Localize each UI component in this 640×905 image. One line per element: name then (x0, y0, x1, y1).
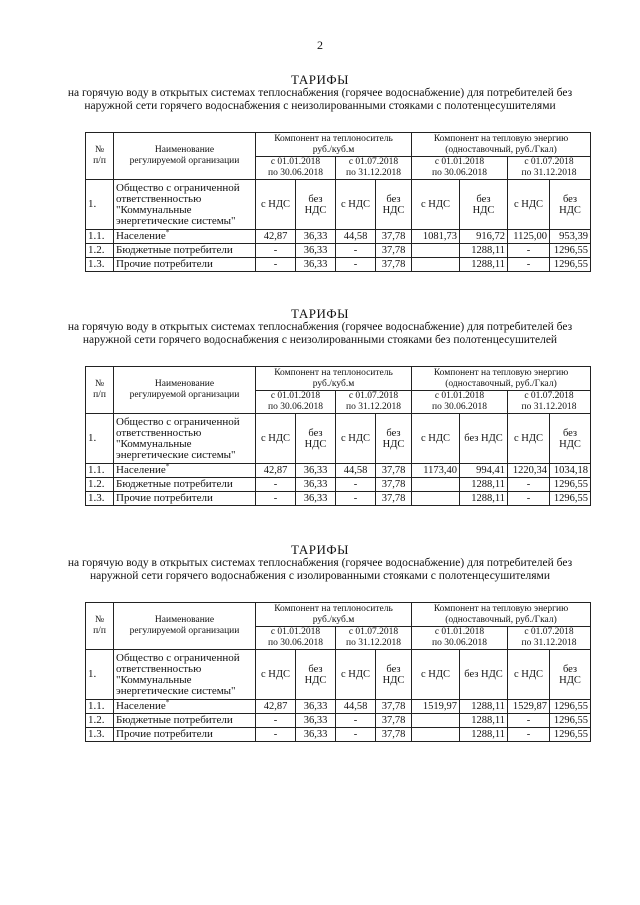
col-with-vat: с НДС (256, 180, 296, 230)
cell-e4: 1296,55 (550, 258, 591, 272)
header-energy-period1: с 01.01.2018 по 30.06.2018 (412, 391, 508, 414)
row-name: Прочие потребители (114, 492, 256, 506)
cell-c1: - (256, 478, 296, 492)
header-carrier: Компонент на теплоноситель руб./куб.м (256, 603, 412, 627)
cell-e4: 1296,55 (550, 728, 591, 742)
cell-e2: 916,72 (460, 230, 508, 244)
org-name: Общество с ограниченной ответственностью "Коммунальные энергетические системы" (114, 180, 256, 230)
org-num: 1. (86, 180, 114, 230)
table-row (86, 492, 591, 506)
col-without-vat: без НДС (296, 180, 336, 230)
tariff-section (0, 306, 640, 347)
table-row (86, 700, 591, 714)
cell-e3: - (508, 258, 550, 272)
cell-c3: - (336, 728, 376, 742)
row-name: Бюджетные потребители (114, 714, 256, 728)
table-row (86, 478, 591, 492)
cell-e3: - (508, 492, 550, 506)
tariff-section (0, 72, 640, 113)
header-num: № п/п (86, 367, 114, 414)
cell-c3: - (336, 492, 376, 506)
cell-e3: 1220,34 (508, 464, 550, 478)
header-carrier: Компонент на теплоноситель руб./куб.м (256, 133, 412, 157)
row-name: Бюджетные потребители (114, 478, 256, 492)
tariff-table (85, 366, 591, 506)
cell-c3: 44,58 (336, 230, 376, 244)
header-name: Наименование регулируемой организации (114, 367, 256, 414)
header-num: № п/п (86, 133, 114, 180)
cell-c3: 44,58 (336, 700, 376, 714)
cell-c3: - (336, 244, 376, 258)
header-carrier-period1: с 01.01.2018 по 30.06.2018 (256, 627, 336, 650)
cell-e2: 1288,11 (460, 700, 508, 714)
cell-e3: 1529,87 (508, 700, 550, 714)
org-row (86, 650, 591, 700)
cell-e4: 1296,55 (550, 478, 591, 492)
header-carrier-period2: с 01.07.2018 по 31.12.2018 (336, 157, 412, 180)
row-num: 1.3. (86, 492, 114, 506)
header-energy-period1: с 01.01.2018 по 30.06.2018 (412, 157, 508, 180)
section-subtitle: на горячую воду в открытых системах теплоснабжения (горячее водоснабжение) для потребителей без наружной сети горячего водоснабжения с изолированными стояками с полотенцесушителями (67, 557, 573, 582)
col-with-vat: с НДС (336, 414, 376, 464)
col-without-vat: без НДС (550, 180, 591, 230)
header-row (86, 603, 591, 627)
org-row (86, 180, 591, 230)
cell-e1 (412, 258, 460, 272)
col-with-vat: с НДС (336, 180, 376, 230)
cell-c2: 36,33 (296, 714, 336, 728)
cell-e3: - (508, 478, 550, 492)
cell-c4: 37,78 (376, 230, 412, 244)
cell-e4: 1296,55 (550, 492, 591, 506)
cell-e4: 953,39 (550, 230, 591, 244)
col-with-vat: с НДС (336, 650, 376, 700)
cell-e4: 1296,55 (550, 700, 591, 714)
cell-e1: 1173,40 (412, 464, 460, 478)
cell-e1: 1519,97 (412, 700, 460, 714)
tariff-table (85, 132, 591, 272)
cell-c2: 36,33 (296, 492, 336, 506)
header-carrier-period2: с 01.07.2018 по 31.12.2018 (336, 391, 412, 414)
cell-c4: 37,78 (376, 714, 412, 728)
row-num: 1.3. (86, 258, 114, 272)
cell-e2: 1288,11 (460, 258, 508, 272)
row-num: 1.2. (86, 478, 114, 492)
header-carrier-period2: с 01.07.2018 по 31.12.2018 (336, 627, 412, 650)
row-num: 1.2. (86, 714, 114, 728)
org-name: Общество с ограниченной ответственностью "Коммунальные энергетические системы" (114, 650, 256, 700)
cell-c3: - (336, 258, 376, 272)
org-row (86, 414, 591, 464)
cell-e4: 1034,18 (550, 464, 591, 478)
cell-e1 (412, 244, 460, 258)
tariff-table (85, 602, 591, 742)
header-energy: Компонент на тепловую энергию (одноставочный, руб./Гкал) (412, 367, 591, 391)
cell-c1: - (256, 244, 296, 258)
row-name: Население* (114, 464, 256, 478)
row-name: Прочие потребители (114, 728, 256, 742)
row-name: Население* (114, 230, 256, 244)
header-energy-period1: с 01.01.2018 по 30.06.2018 (412, 627, 508, 650)
header-carrier: Компонент на теплоноситель руб./куб.м (256, 367, 412, 391)
cell-c1: 42,87 (256, 230, 296, 244)
row-num: 1.1. (86, 230, 114, 244)
cell-c1: - (256, 258, 296, 272)
cell-c3: - (336, 478, 376, 492)
section-subtitle: на горячую воду в открытых системах теплоснабжения (горячее водоснабжение) для потребителей без наружной сети горячего водоснабжения с неизолированными стояками с полотенцесушителями (67, 87, 573, 112)
cell-e2: 1288,11 (460, 714, 508, 728)
cell-c3: 44,58 (336, 464, 376, 478)
header-energy-period2: с 01.07.2018 по 31.12.2018 (508, 391, 591, 414)
col-without-vat: без НДС (460, 414, 508, 464)
table-row (86, 714, 591, 728)
cell-c4: 37,78 (376, 700, 412, 714)
col-without-vat: без НДС (376, 650, 412, 700)
cell-e1 (412, 492, 460, 506)
table-row (86, 728, 591, 742)
cell-e4: 1296,55 (550, 244, 591, 258)
col-without-vat: без НДС (296, 650, 336, 700)
header-energy: Компонент на тепловую энергию (одноставочный, руб./Гкал) (412, 603, 591, 627)
row-num: 1.1. (86, 700, 114, 714)
cell-e2: 1288,11 (460, 244, 508, 258)
col-without-vat: без НДС (296, 414, 336, 464)
cell-c2: 36,33 (296, 258, 336, 272)
col-without-vat: без НДС (460, 650, 508, 700)
header-energy-period2: с 01.07.2018 по 31.12.2018 (508, 627, 591, 650)
cell-c4: 37,78 (376, 492, 412, 506)
cell-c4: 37,78 (376, 478, 412, 492)
col-with-vat: с НДС (256, 650, 296, 700)
section-subtitle: на горячую воду в открытых системах теплоснабжения (горячее водоснабжение) для потребителей без наружной сети горячего водоснабжения с неизолированными стояками без полотенцесушителей (67, 321, 573, 346)
row-name: Население* (114, 700, 256, 714)
col-with-vat: с НДС (508, 180, 550, 230)
col-with-vat: с НДС (412, 414, 460, 464)
cell-e2: 1288,11 (460, 478, 508, 492)
org-name: Общество с ограниченной ответственностью "Коммунальные энергетические системы" (114, 414, 256, 464)
cell-c4: 37,78 (376, 728, 412, 742)
cell-e3: - (508, 714, 550, 728)
cell-c2: 36,33 (296, 478, 336, 492)
cell-e3: - (508, 244, 550, 258)
col-without-vat: без НДС (550, 414, 591, 464)
page-number: 2 (317, 38, 323, 52)
row-name: Прочие потребители (114, 258, 256, 272)
col-with-vat: с НДС (508, 414, 550, 464)
org-num: 1. (86, 414, 114, 464)
tariff-section (0, 542, 640, 583)
header-name: Наименование регулируемой организации (114, 133, 256, 180)
cell-e3: 1125,00 (508, 230, 550, 244)
cell-e1: 1081,73 (412, 230, 460, 244)
header-energy: Компонент на тепловую энергию (одноставочный, руб./Гкал) (412, 133, 591, 157)
cell-c1: - (256, 714, 296, 728)
cell-c1: 42,87 (256, 464, 296, 478)
cell-e2: 994,41 (460, 464, 508, 478)
header-carrier-period1: с 01.01.2018 по 30.06.2018 (256, 157, 336, 180)
col-with-vat: с НДС (256, 414, 296, 464)
col-with-vat: с НДС (412, 650, 460, 700)
cell-c1: 42,87 (256, 700, 296, 714)
header-num: № п/п (86, 603, 114, 650)
cell-e4: 1296,55 (550, 714, 591, 728)
cell-c4: 37,78 (376, 258, 412, 272)
row-name: Бюджетные потребители (114, 244, 256, 258)
org-num: 1. (86, 650, 114, 700)
table-row (86, 244, 591, 258)
cell-c2: 36,33 (296, 728, 336, 742)
cell-e1 (412, 478, 460, 492)
row-num: 1.1. (86, 464, 114, 478)
col-without-vat: без НДС (550, 650, 591, 700)
cell-c2: 36,33 (296, 700, 336, 714)
cell-e1 (412, 728, 460, 742)
cell-c2: 36,33 (296, 230, 336, 244)
cell-e3: - (508, 728, 550, 742)
cell-e2: 1288,11 (460, 728, 508, 742)
header-row (86, 133, 591, 157)
col-with-vat: с НДС (412, 180, 460, 230)
col-without-vat: без НДС (460, 180, 508, 230)
section-title: ТАРИФЫ (291, 306, 349, 321)
header-energy-period2: с 01.07.2018 по 31.12.2018 (508, 157, 591, 180)
cell-e1 (412, 714, 460, 728)
cell-c2: 36,33 (296, 244, 336, 258)
header-carrier-period1: с 01.01.2018 по 30.06.2018 (256, 391, 336, 414)
section-title: ТАРИФЫ (291, 542, 349, 557)
cell-c1: - (256, 492, 296, 506)
table-row (86, 230, 591, 244)
header-name: Наименование регулируемой организации (114, 603, 256, 650)
section-title: ТАРИФЫ (291, 72, 349, 87)
row-num: 1.2. (86, 244, 114, 258)
table-row (86, 464, 591, 478)
cell-e2: 1288,11 (460, 492, 508, 506)
table-row (86, 258, 591, 272)
header-row (86, 367, 591, 391)
cell-c4: 37,78 (376, 244, 412, 258)
col-without-vat: без НДС (376, 180, 412, 230)
row-num: 1.3. (86, 728, 114, 742)
cell-c3: - (336, 714, 376, 728)
cell-c2: 36,33 (296, 464, 336, 478)
cell-c4: 37,78 (376, 464, 412, 478)
cell-c1: - (256, 728, 296, 742)
col-with-vat: с НДС (508, 650, 550, 700)
col-without-vat: без НДС (376, 414, 412, 464)
